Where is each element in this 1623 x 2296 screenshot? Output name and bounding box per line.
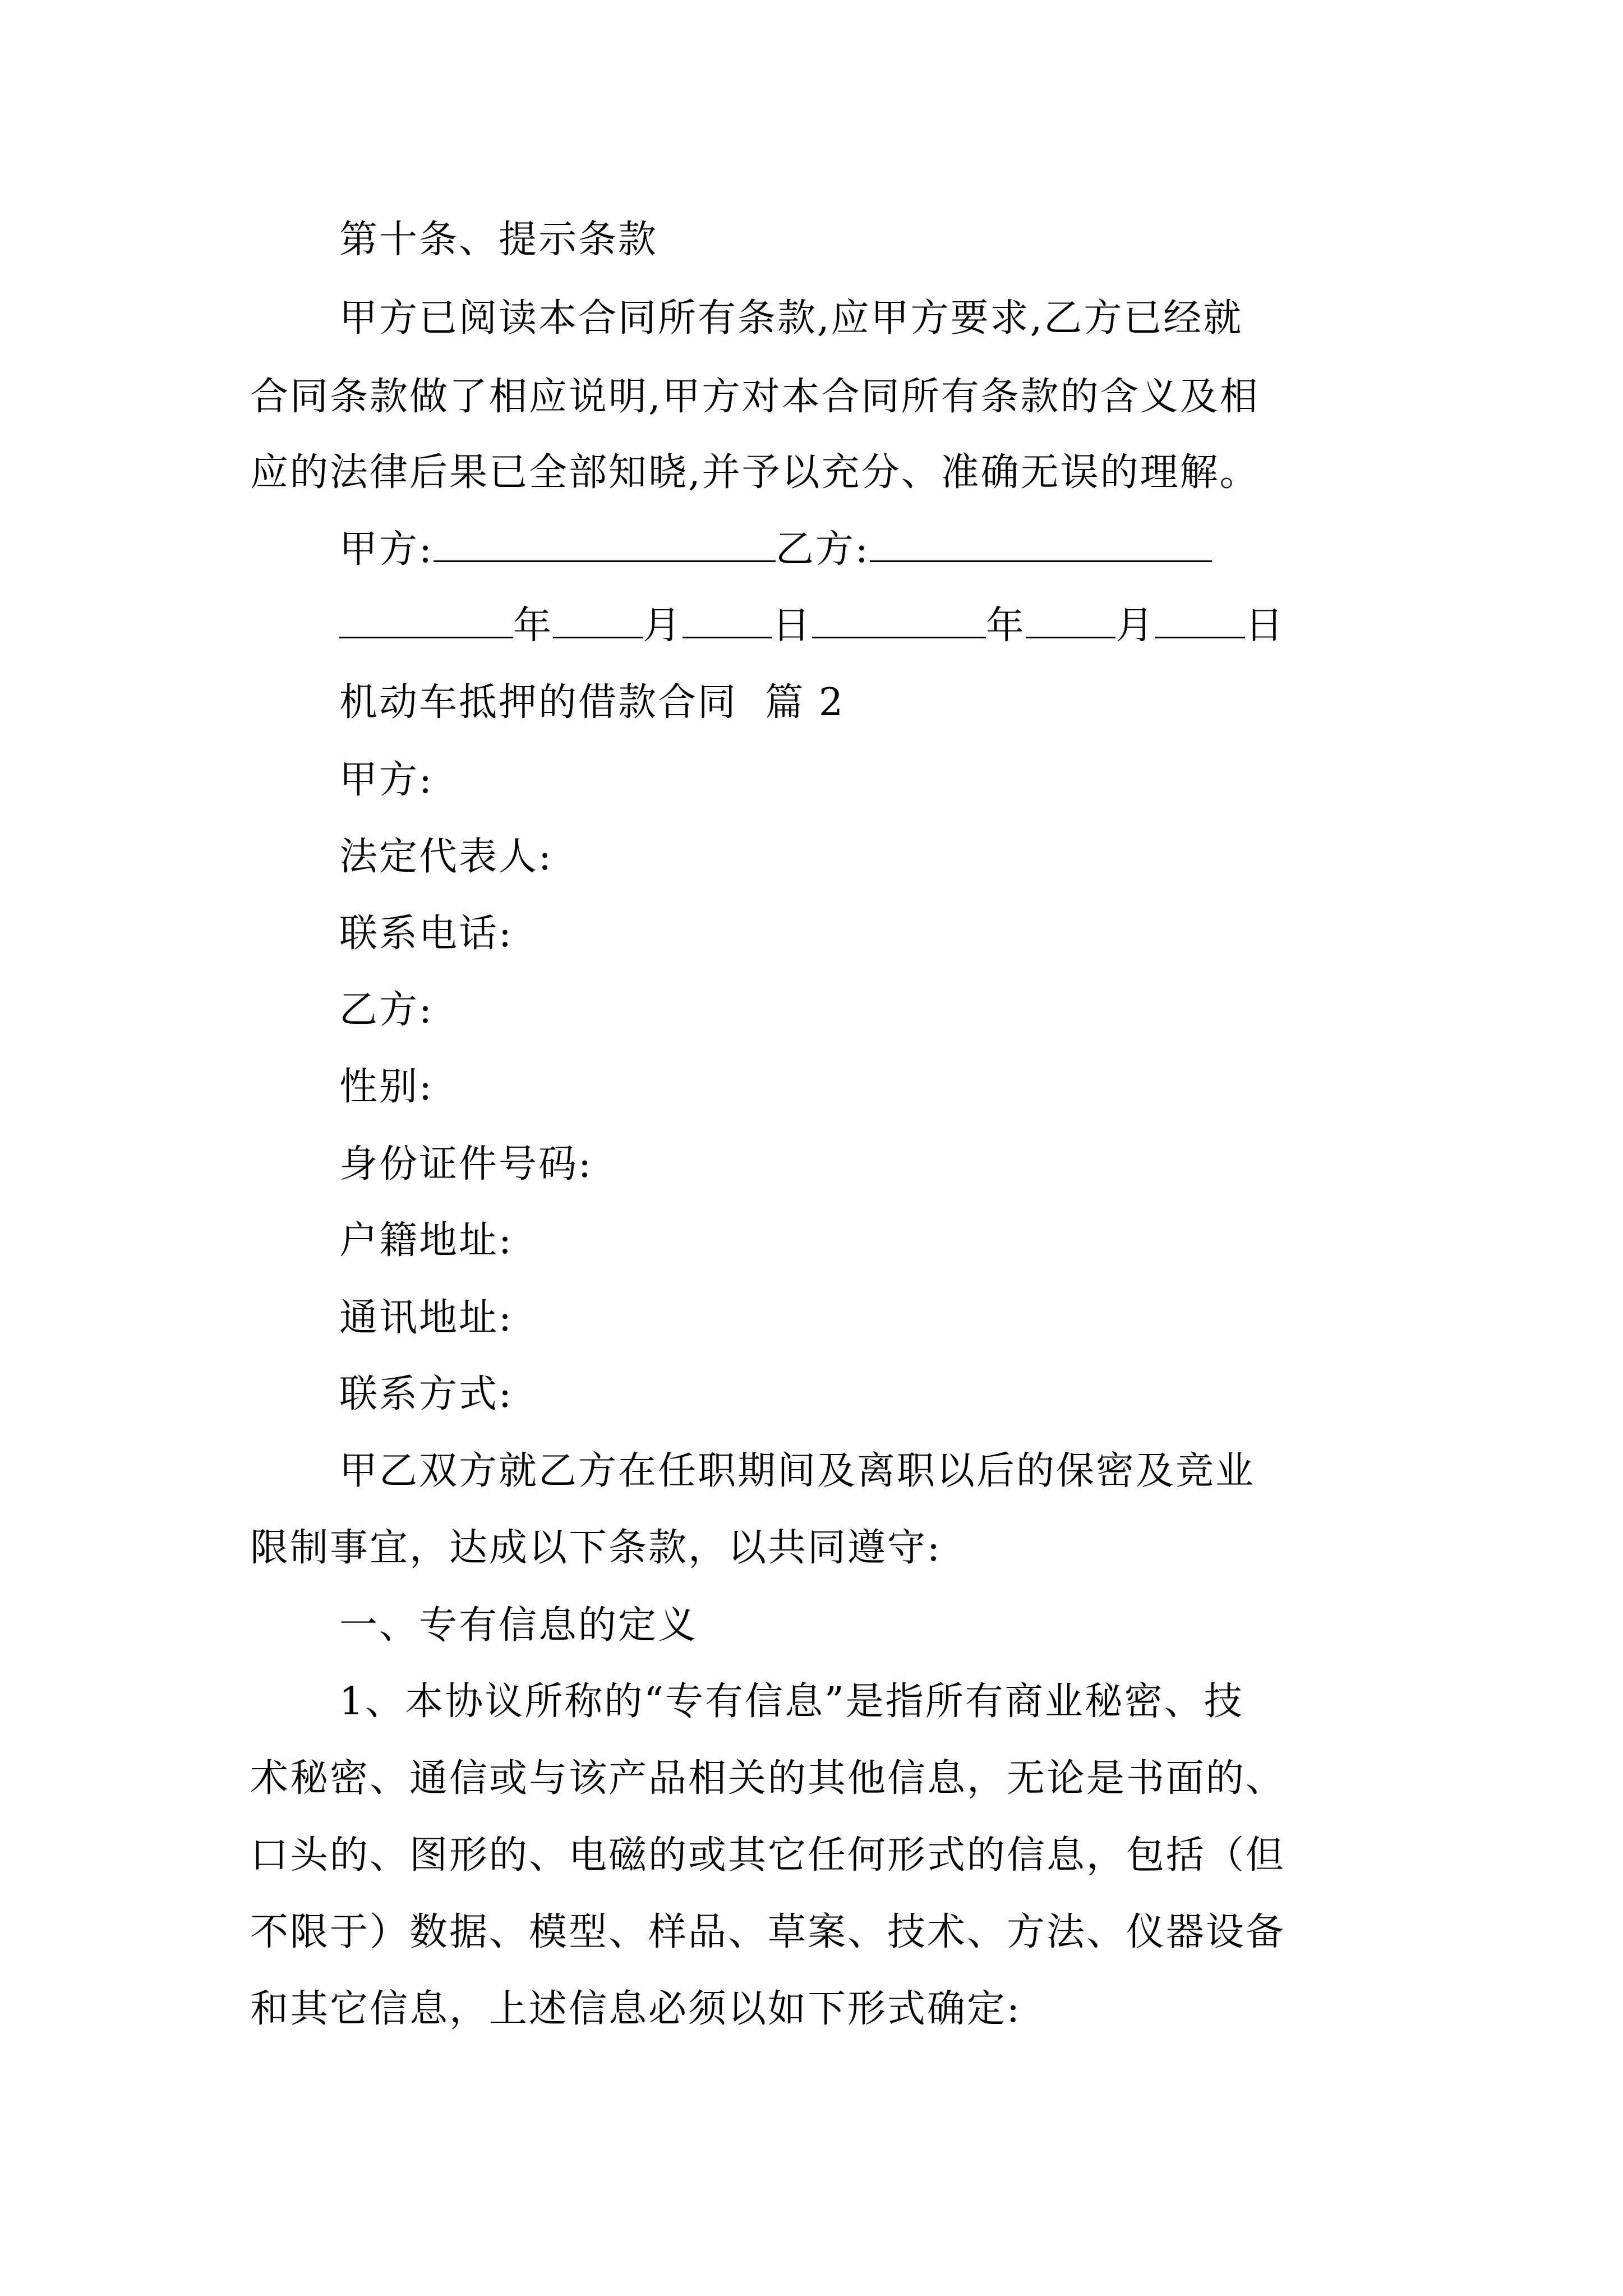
article-10-title: 第十条、提示条款 bbox=[339, 218, 658, 262]
party-a-signature-label: 甲方: bbox=[339, 527, 434, 572]
field-legal-representative: 法定代表人: bbox=[339, 835, 553, 879]
party-b-year-label: 年 bbox=[986, 604, 1026, 648]
section-1-paragraph-line-1: 1、本协议所称的“专有信息”是指所有商业秘密、技 bbox=[339, 1680, 1244, 1724]
signature-date-line bbox=[339, 599, 1483, 653]
party-b-month-blank bbox=[1026, 602, 1115, 638]
party-b-year-blank bbox=[812, 602, 986, 638]
field-contact-method: 联系方式: bbox=[339, 1372, 513, 1416]
article-10-paragraph-line-3: 应的法律后果已全部知晓,并予以充分、准确无误的理解。 bbox=[250, 450, 1260, 495]
section-1-paragraph-line-5: 和其它信息，上述信息必须以如下形式确定: bbox=[250, 1987, 1021, 2031]
party-a-month-blank bbox=[553, 602, 643, 638]
party-a-day-blank bbox=[683, 602, 772, 638]
party-a-signature-blank bbox=[434, 526, 776, 562]
field-gender: 性别: bbox=[339, 1065, 434, 1109]
party-a-year-blank bbox=[339, 602, 513, 638]
article-10-paragraph-line-1: 甲方已阅读本合同所有条款,应甲方要求,乙方已经就 bbox=[339, 296, 1243, 341]
party-b-signature-blank bbox=[870, 526, 1212, 562]
party-b-signature-label: 乙方: bbox=[775, 527, 870, 572]
party-b-month-label: 月 bbox=[1115, 604, 1156, 648]
signature-line bbox=[339, 523, 1483, 577]
article-10-paragraph-line-2: 合同条款做了相应说明,甲方对本合同所有条款的含义及相 bbox=[250, 375, 1260, 419]
section-1-paragraph-line-3: 口头的、图形的、电磁的或其它任何形式的信息，包括（但 bbox=[250, 1833, 1286, 1878]
party-b-day-blank bbox=[1155, 602, 1245, 638]
field-party-b: 乙方: bbox=[339, 988, 434, 1032]
field-contact-phone: 联系电话: bbox=[339, 912, 513, 956]
field-mailing-address: 通讯地址: bbox=[339, 1296, 513, 1340]
section-1-title: 一、专有信息的定义 bbox=[339, 1603, 698, 1648]
section-1-paragraph-line-2: 术秘密、通信或与该产品相关的其他信息，无论是书面的、 bbox=[250, 1756, 1286, 1801]
section-1-paragraph-line-4: 不限于）数据、模型、样品、草案、技术、方法、仪器设备 bbox=[250, 1910, 1286, 1954]
party-a-month-label: 月 bbox=[643, 604, 683, 648]
party-a-year-label: 年 bbox=[513, 604, 554, 648]
intro-paragraph-line-1: 甲乙双方就乙方在任职期间及离职以后的保密及竞业 bbox=[339, 1449, 1256, 1493]
party-b-day-label: 日 bbox=[1245, 604, 1285, 648]
field-party-a: 甲方: bbox=[339, 758, 434, 802]
party-a-day-label: 日 bbox=[772, 604, 813, 648]
field-household-address: 户籍地址: bbox=[339, 1218, 513, 1263]
intro-paragraph-line-2: 限制事宜，达成以下条款，以共同遵守: bbox=[250, 1526, 942, 1570]
part-2-title: 机动车抵押的借款合同 篇 2 bbox=[339, 680, 845, 725]
field-id-number: 身份证件号码: bbox=[339, 1142, 593, 1186]
